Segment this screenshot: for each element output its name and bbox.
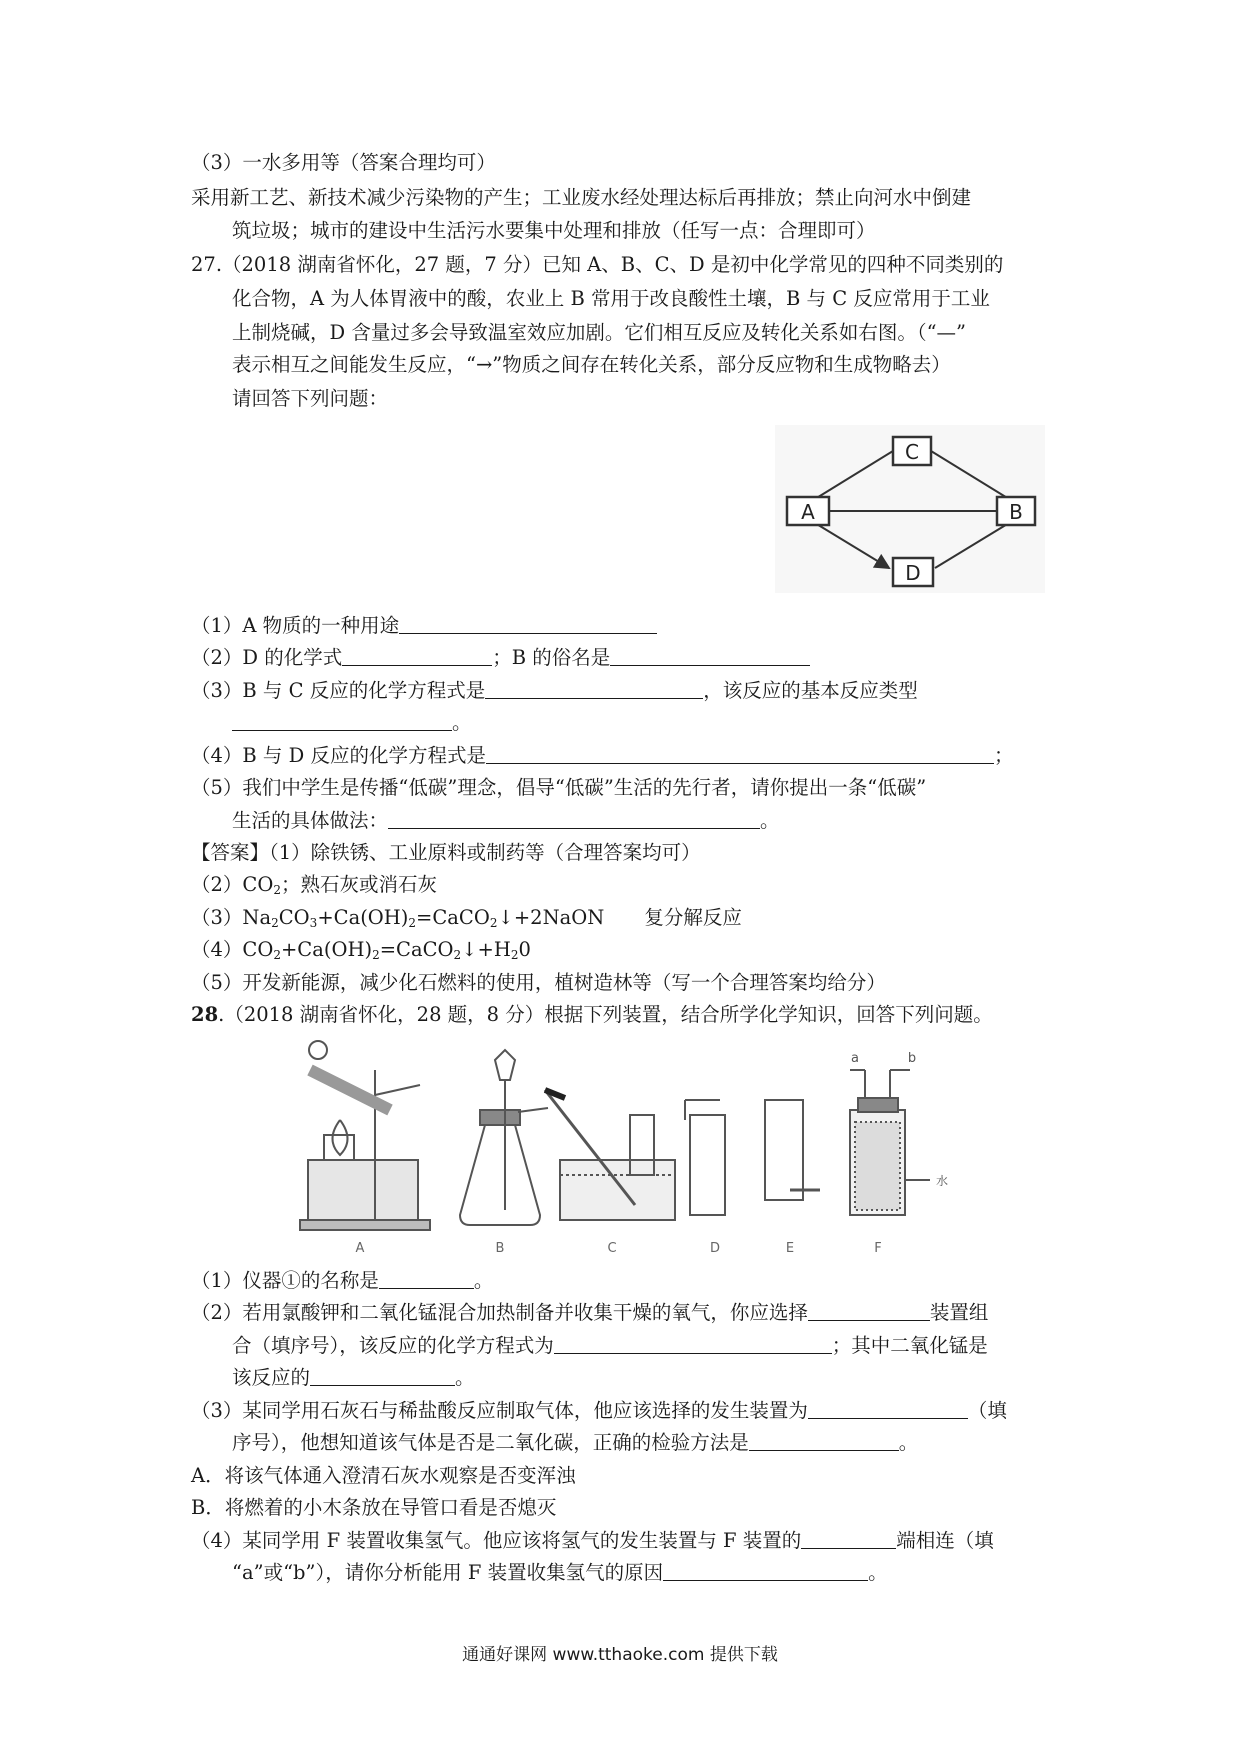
q28-part-2-cont [232,1333,988,1359]
apparatus-e [765,1100,820,1200]
apparatus-a [300,1041,430,1230]
apparatus-d [685,1100,725,1215]
fig-label-c: C [607,1241,617,1255]
q28-part-3-text-a: （3）某同学用石灰石与稀盐酸反应制取气体，他应该选择的发生装置为 [191,1399,808,1422]
q28-part-1-end: 。 [473,1269,494,1292]
q27-answer-1-text: （1）除铁锈、工业原料或制药等（合理答案均可） [269,841,701,864]
q28-part-2 [191,1300,988,1326]
q27-part-4-blank[interactable] [486,743,994,764]
apparatus-c [545,1090,675,1220]
q28-part-4 [191,1528,994,1554]
q28-part-3-blank-2[interactable] [749,1430,899,1451]
q28-part-1 [191,1268,493,1294]
q27-part-2-blank-1[interactable] [342,645,492,666]
q28-part-3-text-b: （填 [967,1399,1007,1422]
q28-part-2-blank-1[interactable] [808,1300,930,1321]
q27-answer-3-t5: ↓+2NaON [497,906,605,929]
q27-answer-3-t4: =CaCO [416,906,490,929]
label-b: B [1009,500,1023,524]
q27-answer-4-t1: （4）CO [191,938,274,961]
q27-answer-4-t4: ↓+H [461,938,511,961]
q27-part-2-text-b: ；B 的俗名是 [492,646,611,669]
q28-part-4-text-c: “a”或“b”），请你分析能用 F 装置收集氢气的原因 [232,1561,664,1584]
q27-answer-4-t2: +Ca(OH) [280,938,373,961]
q27-relation-diagram [775,425,1045,593]
q28-part-2-text-c: 合（填序号），该反应的化学方程式为 [232,1334,554,1357]
q27-part-3-text-a: （3）B 与 C 反应的化学方程式是 [191,679,486,702]
q27-stem-line-4: 表示相互之间能发生反应，“→”物质之间存在转化关系，部分反应物和生成物略去） [232,353,951,376]
q28-part-2-blank-2[interactable] [554,1333,832,1354]
q27-part-2 [191,645,810,671]
q27-part-1-text: （1）A 物质的一种用途 [191,614,400,637]
q28-part-2-text-a: （2）若用氯酸钾和二氧化锰混合加热制备并收集干燥的氧气，你应选择 [191,1301,808,1324]
q28-option-a: A．将该气体通入澄清石灰水观察是否变浑浊 [191,1464,576,1487]
q28-apparatus-figure [290,1040,980,1255]
q27-part-1-blank[interactable] [399,613,657,634]
q27-part-3-text-c: 。 [452,711,472,734]
fig-label-water: 水 [935,1174,949,1188]
apparatus-f [850,1070,930,1215]
q28-part-3-cont [232,1430,918,1456]
q28-part-3 [191,1398,1007,1424]
fig-label-f: F [874,1241,882,1255]
q28-part-1-text: （1）仪器①的名称是 [191,1269,379,1292]
q28-part-2-text-b: 装置组 [929,1301,989,1324]
q27-part-3-cont [232,710,472,736]
q28-part-4-text-b: 端相连（填 [896,1529,994,1552]
q27-part-2-blank-2[interactable] [610,645,810,666]
q27-stem-line-2: 化合物，A 为人体胃液中的酸，农业上 B 常用于改良酸性土壤，B 与 C 反应常用于工业 [232,287,990,310]
q27-answer-1 [191,840,701,866]
q27-answer-3: $(3)Na_2CO_3+Ca(OH)_2=CaCO_2↓+2NaON$ 复分解反应 [191,906,742,930]
fig-label-port-a: a [851,1051,859,1066]
q27-stem-line-1: 27.（2018 湖南省怀化，27 题，7 分）已知 A、B、C、D 是初中化学常见的四种不同类别的 [191,253,1004,276]
q27-part-5-text-b: 生活的具体做法： [232,809,389,832]
q28-part-3-text-d: 。 [898,1431,919,1454]
q28-part-4-blank-2[interactable] [663,1560,868,1581]
q28-part-2-cont2 [232,1365,475,1391]
q27-part-5: （5）我们中学生是传播“低碳”理念，倡导“低碳”生活的先行者，请你提出一条“低碳” [191,776,927,799]
label-d: D [905,561,921,585]
q27-answer-3-type: 复分解反应 [644,906,742,929]
q28-part-4-cont [232,1560,888,1586]
q28-part-2-text-d: ；其中二氧化锰是 [831,1334,988,1357]
q27-stem-line-5: 请回答下列问题： [232,387,389,410]
q27-answer-4: $(4)CO_2+Ca(OH)_2=CaCO_2↓+H_20$ [191,938,531,962]
q27-answer-2-pre: （2）CO [191,873,274,896]
q27-part-4-text-b: ； [993,744,1014,767]
label-c: C [905,440,919,464]
q27-part-4 [191,743,1013,769]
q28-part-3-text-c: 序号），他想知道该气体是否是二氧化碳，正确的检验方法是 [232,1431,749,1454]
q28-part-4-blank-1[interactable] [801,1528,896,1549]
q27-part-3 [191,678,918,704]
apparatus-b [460,1050,548,1225]
q27-part-3-text-b: ，该反应的基本反应类型 [703,679,918,702]
answer-label: 【答案】 [191,841,270,864]
q28-part-4-text-a: （4）某同学用 F 装置收集氢气。他应该将氢气的发生装置与 F 装置的 [191,1529,802,1552]
q27-part-1 [191,613,657,639]
q27-part-5-cont [232,808,780,834]
q28-part-4-text-d: 。 [868,1561,888,1584]
q27-answer-2-post: ；熟石灰或消石灰 [280,873,437,896]
q28-part-2-blank-3[interactable] [310,1365,455,1386]
q28-part-3-blank-1[interactable] [808,1398,968,1419]
q27-part-3-blank-1[interactable] [485,678,703,699]
page-footer: 通通好课网 www.tthaoke.com 提供下载 [462,1645,778,1665]
q27-answer-2: $(2)CO_2$；熟石灰或消石灰 [191,873,437,897]
q27-part-4-text-a: （4）B 与 D 反应的化学方程式是 [191,744,486,767]
q27-answer-4-t3: =CaCO [379,938,454,961]
q28-part-2-text-f: 。 [455,1366,475,1389]
q27-answer-5: （5）开发新能源，减少化石燃料的使用，植树造林等（写一个合理答案均给分） [191,971,886,994]
fig-label-e: E [785,1241,795,1255]
fig-label-b: B [495,1241,505,1255]
q27-answer-4-t5: 0 [518,938,531,961]
q26-answer-3: （3）一水多用等（答案合理均可） [191,151,496,174]
q28-stem-text: .（2018 湖南省怀化，28 题，8 分）根据下列装置，结合所学化学知识，回答下列问题。 [218,1003,993,1026]
q27-part-5-blank[interactable] [388,808,760,829]
q27-part-5-text-c: 。 [760,809,780,832]
q26-prevention-line-2: 筑垃圾；城市的建设中生活污水要集中处理和排放（任写一点：合理即可） [232,219,876,242]
q27-answer-3-t2: CO [278,906,310,929]
fig-label-a: A [355,1241,365,1255]
fig-label-port-b: b [907,1051,917,1066]
q28-part-2-text-e: 该反应的 [232,1366,311,1389]
q27-stem-line-3: 上制烧碱，D 含量过多会导致温室效应加剧。它们相互反应及转化关系如右图。（“—” [232,321,967,344]
q28-number: 28 [191,1003,219,1026]
q26-prevention-line-1: 采用新工艺、新技术减少污染物的产生；工业废水经处理达标后再排放；禁止向河水中倒建 [191,186,972,209]
q28-option-b: B．将燃着的小木条放在导管口看是否熄灭 [191,1496,557,1519]
label-a: A [801,500,815,524]
q27-part-2-text-a: （2）D 的化学式 [191,646,343,669]
q28-stem [191,1002,993,1028]
q27-answer-3-t3: +Ca(OH) [317,906,409,929]
q28-part-1-blank[interactable] [379,1268,474,1289]
fig-label-d: D [709,1241,721,1255]
q27-answer-3-t1: （3）Na [191,906,272,929]
q27-part-3-blank-2[interactable] [232,710,452,731]
